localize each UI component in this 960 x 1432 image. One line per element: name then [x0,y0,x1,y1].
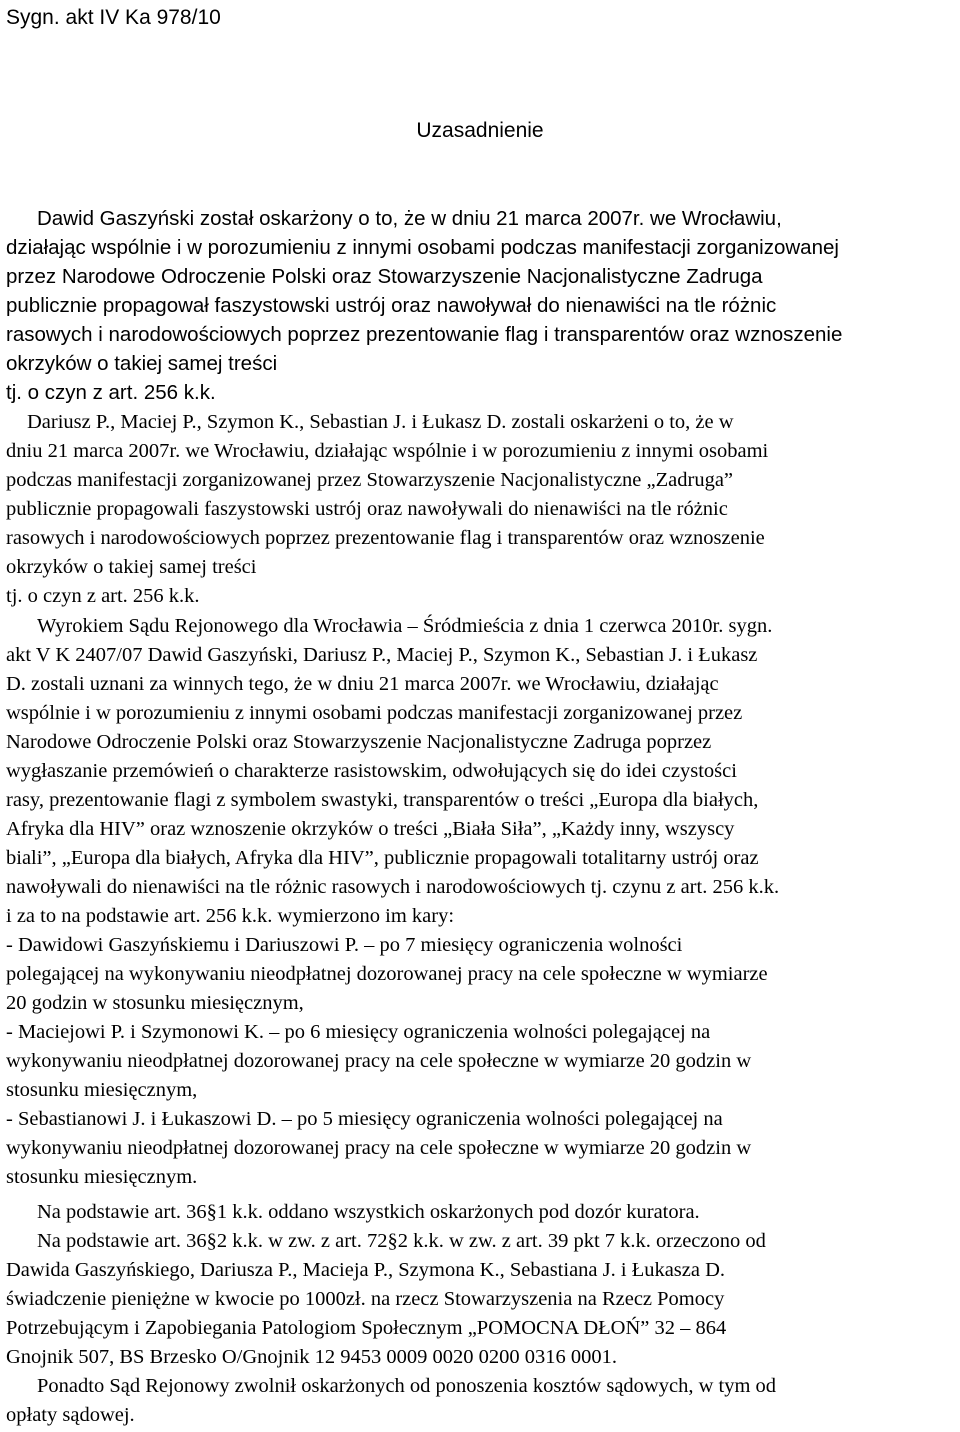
text-line: tj. o czyn z art. 256 k.k. [6,585,200,607]
text-line: Na podstawie art. 36§2 k.k. w zw. z art. 72§2 k.k. w zw. z art. 39 pkt 7 k.k. orzeczono od [37,1230,766,1252]
text-line: opłaty sądowej. [6,1404,135,1426]
text-line: polegającej na wykonywaniu nieodpłatnej dozorowanej pracy na cele społeczne w wymiarze [6,963,768,985]
text-line: akt V K 2407/07 Dawid Gaszyński, Dariusz P., Maciej P., Szymon K., Sebastian J. i Łukasz [6,644,758,666]
text-line: stosunku miesięcznym, [6,1079,198,1101]
text-line: publicznie propagował faszystowski ustrój oraz nawoływał do nienawiści na tle różnic [6,294,777,317]
text-line: Dawid Gaszyński został oskarżony o to, że w dniu 21 marca 2007r. we Wrocławiu, [37,207,782,230]
text-line: działając wspólnie i w porozumieniu z innymi osobami podczas manifestacji zorganizowanej [6,236,839,259]
text-line: - Dawidowi Gaszyńskiemu i Dariuszowi P. – po 7 miesięcy ograniczenia wolności [6,934,683,956]
text-line: stosunku miesięcznym. [6,1166,198,1188]
document-heading: Uzasadnienie [416,119,544,142]
text-line: Dariusz P., Maciej P., Szymon K., Sebastian J. i Łukasz D. zostali oskarżeni o to, że w [27,411,734,433]
text-line: - Sebastianowi J. i Łukaszowi D. – po 5 miesięcy ograniczenia wolności polegającej na [6,1108,723,1130]
text-line: biali”, „Europa dla białych, Afryka dla HIV”, publicznie propagowali totalitarny ustrój oraz [6,847,759,869]
text-line: wygłaszanie przemówień o charakterze rasistowskim, odwołujących się do idei czystości [6,760,737,782]
text-line: przez Narodowe Odroczenie Polski oraz Stowarzyszenie Nacjonalistyczne Zadruga [6,265,763,288]
text-line: wykonywaniu nieodpłatnej dozorowanej pracy na cele społeczne w wymiarze 20 godzin w [6,1050,752,1072]
text-line: podczas manifestacji zorganizowanej przez Stowarzyszenie Nacjonalistyczne „Zadruga” [6,469,734,491]
text-line: dniu 21 marca 2007r. we Wrocławiu, działając wspólnie i w porozumieniu z innymi osobami [6,440,769,462]
text-line: Ponadto Sąd Rejonowy zwolnił oskarżonych od ponoszenia kosztów sądowych, w tym od [37,1375,777,1397]
text-line: nawoływali do nienawiści na tle różnic rasowych i narodowościowych tj. czynu z art. 256 k.k. [6,876,780,898]
text-line: - Maciejowi P. i Szymonowi K. – po 6 miesięcy ograniczenia wolności polegającej na [6,1021,711,1043]
text-line: 20 godzin w stosunku miesięcznym, [6,992,304,1014]
text-line: D. zostali uznani za winnych tego, że w dniu 21 marca 2007r. we Wrocławiu, działając [6,673,719,695]
case-number: Sygn. akt IV Ka 978/10 [6,6,221,29]
text-line: i za to na podstawie art. 256 k.k. wymierzono im kary: [6,905,455,927]
text-line: rasowych i narodowościowych poprzez prezentowanie flag i transparentów oraz wznoszenie [6,323,843,346]
text-line: rasy, prezentowanie flagi z symbolem swastyki, transparentów o treści „Europa dla białych, [6,789,759,811]
text-line: Potrzebującym i Zapobiegania Patologiom Społecznym „POMOCNA DŁOŃ” 32 – 864 [6,1317,727,1339]
text-line: świadczenie pieniężne w kwocie po 1000zł. na rzecz Stowarzyszenia na Rzecz Pomocy [6,1288,725,1310]
text-line: Afryka dla HIV” oraz wznoszenie okrzyków o treści „Biała Siła”, „Każdy inny, wszyscy [6,818,735,840]
text-line: Dawida Gaszyńskiego, Dariusza P., Macieja P., Szymona K., Sebastiana J. i Łukasza D. [6,1259,726,1281]
text-line: okrzyków o takiej samej treści [6,556,257,578]
text-line: okrzyków o takiej samej treści [6,352,278,375]
text-line: wspólnie i w porozumieniu z innymi osobami podczas manifestacji zorganizowanej przez [6,702,743,724]
text-line: publicznie propagowali faszystowski ustrój oraz nawoływali do nienawiści na tle różnic [6,498,728,520]
text-line: Wyrokiem Sądu Rejonowego dla Wrocławia – Śródmieścia z dnia 1 czerwca 2010r. sygn. [37,615,773,637]
text-line: wykonywaniu nieodpłatnej dozorowanej pracy na cele społeczne w wymiarze 20 godzin w [6,1137,752,1159]
text-line: Na podstawie art. 36§1 k.k. oddano wszystkich oskarżonych pod dozór kuratora. [37,1201,700,1223]
text-line: Gnojnik 507, BS Brzesko O/Gnojnik 12 9453 0009 0020 0200 0316 0001. [6,1346,618,1368]
text-line: Narodowe Odroczenie Polski oraz Stowarzyszenie Nacjonalistyczne Zadruga poprzez [6,731,712,753]
text-line: tj. o czyn z art. 256 k.k. [6,381,216,404]
text-line: rasowych i narodowościowych poprzez prezentowanie flag i transparentów oraz wznoszenie [6,527,765,549]
